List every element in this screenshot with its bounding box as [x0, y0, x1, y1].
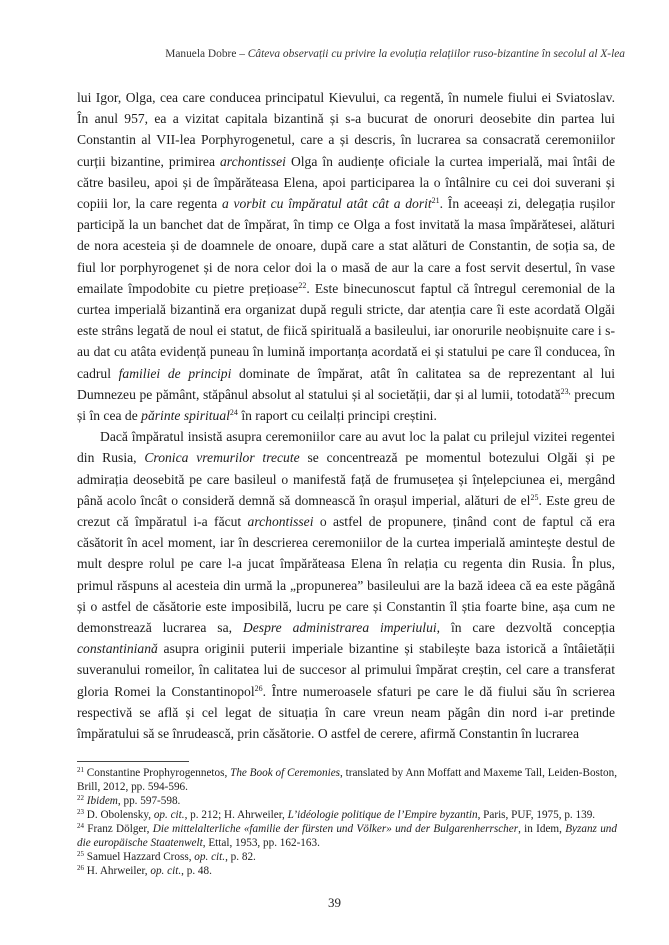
- p1-italic: părinte spiritual: [141, 408, 230, 424]
- footnote-ref-22[interactable]: 22: [298, 280, 307, 290]
- p1-italic: archontissei: [220, 153, 286, 169]
- header-title: Câteva observații cu privire la evoluția relațiilor ruso-bizantine în secolul al X-lea: [247, 48, 625, 60]
- p1-text: . În aceeași zi, delegația rușilor participă la un banchet dat de împărat, în timp ce Olga a fost invitată la masa împărătesei, alături de nora acesteia și de doamnele de onoare, după care a stat alături de Constantin, de soția sa, de fiul lor porphyrogenet și de nora celor doi la o masă de aur la care a fost servit desertul, în vase emailate împodobite cu pietre prețioase: [77, 196, 615, 296]
- footnote-title: op. cit.: [150, 865, 182, 877]
- p2-text: o astfel de propunere, ținând cont de faptul că era căsătorit în acel moment, iar în descrierea ceremoniilor de la curtea imperială amintește destul de mult despre rolul pe care l-a jucat împărăteasa Elena în relația cu regenta din Rusia. În plus, primul răspuns al acesteia din urmă la „propunerea” basileului are la bază ideea că ea este păgână și o astfel de căsătorie este imposibilă, lucru pe care și Constantin îl știa foarte bine, așa cum ne demonstrează lucrarea sa,: [77, 514, 615, 636]
- footnote-ref-24[interactable]: 24: [229, 408, 238, 418]
- footnote-number: 22: [77, 794, 84, 802]
- footnote-ref-21[interactable]: 21: [431, 196, 440, 206]
- footnote-title: The Book of Ceremonies: [230, 767, 341, 779]
- p2-italic: archontissei: [247, 514, 314, 530]
- footnote-title: op. cit.: [194, 851, 226, 863]
- p1-italic: a vorbit cu împăratul atât cât a dorit: [221, 196, 432, 212]
- footnote-number: 26: [77, 864, 84, 872]
- footnote-23: [77, 808, 617, 822]
- footnote-text: D. Obolensky,: [84, 809, 154, 821]
- footnote-title: Die mittelalterliche «familie der fürsten und Völker» und der Bulgarenherrscher: [152, 823, 519, 835]
- p1-text: dominate de împărat, atât în calitatea sa de reprezentant al lui Dumnezeu pe pământ, stăpânul absolut al statului și al societății, dar și al lumii, totodată: [77, 365, 615, 402]
- p2-italic: constantiniană: [77, 641, 158, 657]
- p2-text: . Între numeroasele sfaturi pe care le dă fiului său în scrierea respectivă se află și cel legat de situația în care vreun neam păgân din nord i-ar pretinde împăratului să se înrudească, prin căsătorie. O astfel de cerere, afirmă Constantin în lucrarea: [77, 683, 615, 742]
- footnote-24: [77, 822, 617, 850]
- footnote-number: 25: [77, 850, 84, 858]
- p2-text: Dacă împăratul insistă asupra ceremoniilor care au avut loc la palat cu prilejul vizitei regentei din Rusia,: [77, 429, 615, 466]
- p2-text: . Este greu de crezut că împăratul i-a făcut: [77, 492, 616, 530]
- main-text: [77, 87, 615, 744]
- footnotes: [77, 766, 617, 878]
- footnote-text: H. Ahrweiler,: [84, 865, 151, 877]
- footnote-text: , Paris, PUF, 1975, p. 139.: [477, 809, 596, 821]
- p1-text: Olga în audiențe oficiale la curtea imperială, mai întâi de către basileu, apoi și de împărăteasa Elena, apoi participarea la o întâlnire cu cei doi suverani și copiii lor, la care regenta: [77, 153, 615, 212]
- p1-text: în raport cu ceilalți principi creștini.: [237, 408, 437, 424]
- footnote-number: 23: [77, 808, 84, 816]
- paragraph-2: [77, 426, 615, 744]
- footnote-text: , in Idem,: [518, 823, 566, 835]
- p2-text: , în care dezvoltă concepția: [436, 620, 615, 636]
- footnote-title: Ibidem: [86, 795, 118, 807]
- footnote-divider: [77, 761, 189, 762]
- footnote-text: Franz Dölger,: [84, 823, 153, 835]
- footnote-text: , p. 82.: [225, 851, 256, 863]
- footnote-22: [77, 794, 617, 808]
- running-header: [85, 47, 625, 61]
- footnote-text: , p. 212; H. Ahrweiler,: [184, 809, 288, 821]
- p1-italic: familiei de principi: [118, 365, 232, 381]
- footnote-21: [77, 766, 617, 794]
- footnote-text: Samuel Hazzard Cross,: [84, 851, 195, 863]
- footnote-text: , translated by Ann Moffatt and Maxeme Tall, Leiden-Boston, Brill, 2012, pp. 594-596.: [77, 767, 618, 793]
- paragraph-1: [77, 87, 615, 426]
- p2-italic: Despre administrarea imperiului: [242, 620, 437, 636]
- p1-text: lui Igor, Olga, cea care conducea principatul Kievului, ca regentă, în numele fiului ei Sviatoslav. În anul 957, ea a vizitat capitala bizantină și s-a bucurat de onoruri deosebite din partea lui Constantin al VII-lea Porphyrogenetul, care a și descris, în lucrarea sa consacrată ceremoniilor curții bizantine, primirea: [77, 90, 615, 169]
- footnote-25: [77, 850, 617, 864]
- footnote-number: 21: [77, 766, 84, 774]
- footnote-26: [77, 864, 617, 878]
- p2-text: se concentrează pe momentul botezului Olgăi și pe admirația deosebită pe care basileul o manifestă față de frumusețea și înțelepciunea ei, mergând până acolo încât o consideră demnă să domnească în orașul imperial, alături de el: [77, 450, 616, 508]
- page-number: 39: [328, 895, 341, 910]
- footnote-text: , p. 48.: [181, 865, 212, 877]
- footnote-number: 24: [77, 822, 84, 830]
- p2-italic: Cronica vremurilor trecute: [144, 450, 300, 466]
- p1-text: precum și în cea de: [77, 386, 615, 424]
- footnote-ref-25[interactable]: 25: [530, 492, 539, 502]
- footnote-ref-23[interactable]: 23,: [560, 386, 571, 396]
- footnote-text: , Ettal, 1953, pp. 162-163.: [202, 837, 320, 849]
- header-author: Manuela Dobre –: [165, 48, 248, 60]
- p1-text: . Este binecunoscut faptul că întregul ceremonial de la curtea imperială bizantină era organizat după reguli stricte, dar atenția care îi este acordată Olgăi este strâns legată de noul ei statut, de fiică spirituală a basileului, iar onorurile neobișnuite care i s-au dat cu atâta evidență puneau în lumină importanța acordată ei și statului pe care îl conducea, în cadrul: [77, 280, 615, 381]
- footnote-title: op. cit.: [153, 809, 185, 821]
- footnote-title: L’idéologie politique de l’Empire byzantin: [287, 809, 478, 821]
- footnote-title: Byzanz und die europäische Staatenwelt: [77, 823, 617, 849]
- footnote-text: , pp. 597-598.: [117, 795, 181, 807]
- footnote-ref-26[interactable]: 26: [254, 683, 263, 693]
- p2-text: asupra originii puterii imperiale bizantine și stabilește baza istorică a întâietății suveranului romeilor, în calitatea lui de succesor al primului împărat creștin, cel care a transferat gloria Romei la Constantinopol: [77, 641, 615, 699]
- footnote-text: Constantine Prophyrogennetos,: [84, 767, 231, 779]
